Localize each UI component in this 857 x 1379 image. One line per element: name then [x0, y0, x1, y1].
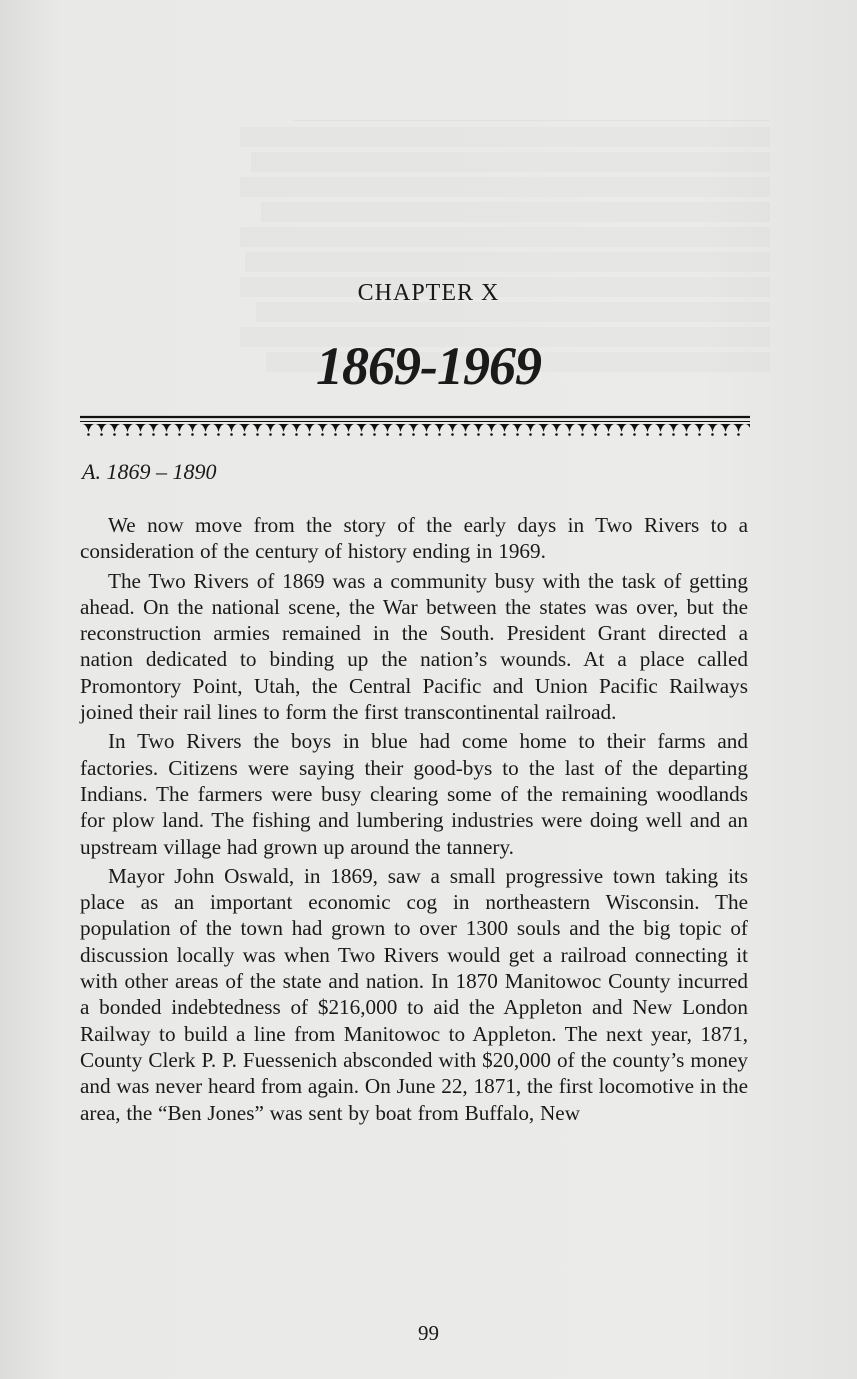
ornament-dot [724, 433, 727, 436]
ornament-dot [139, 433, 142, 436]
ornament-segment [407, 424, 420, 432]
ornament-segment [641, 424, 654, 432]
ornament-dot [334, 433, 337, 436]
section-heading: A. 1869 – 1890 [82, 459, 217, 484]
ornament-dot [386, 433, 389, 436]
ornament-dot [256, 433, 259, 436]
ornament-dot [438, 433, 441, 436]
ornament-segment [563, 424, 576, 432]
ornament-segment [277, 424, 290, 432]
ornament-segment [342, 424, 355, 432]
ornament-segment [238, 424, 251, 432]
ornament-dot [633, 433, 636, 436]
ornament-segment [459, 424, 472, 432]
ornament-dot [490, 433, 493, 436]
ornament-dot [399, 433, 402, 436]
ornament-dot [698, 433, 701, 436]
ornament-segment [485, 424, 498, 432]
ornament-segment [745, 424, 750, 432]
ornament-segment [368, 424, 381, 432]
paragraph: Mayor John Oswald, in 1869, saw a small progressive town taking its place as an important economic cog in northeastern Wisconsin. The population of the town had grown to over 1300 souls and the big topic of discussion locally was when Two Rivers would get a railroad connecting it with other areas of the state and nation. In 1870 Manitowoc County incurred a bonded indebtedness of $216,000 to aid the Appleton and New London Railway to build a line from Manitowoc to Appleton. The next year, 1871, County Clerk P. P. Fuessenich absconded with $20,000 of the county’s money and was never heard from again. On June 22, 1871, the first locomotive in the area, the “Ben Jones” was sent by boat from Buffalo, New [80, 863, 748, 1125]
ornament-segment [225, 424, 238, 432]
ornament-dot [87, 433, 90, 436]
body-text [80, 512, 748, 1129]
ornament-dot [646, 433, 649, 436]
ornament-dot [620, 433, 623, 436]
ornament-segment [264, 424, 277, 432]
ornament-segment [212, 424, 225, 432]
ornament-dot [269, 433, 272, 436]
ornament-segment [108, 424, 121, 432]
ornament-segment [732, 424, 745, 432]
ornament-segment [173, 424, 186, 432]
ornament-segment [511, 424, 524, 432]
ornament-segment [121, 424, 134, 432]
ornament-dot [659, 433, 662, 436]
ornament-dot [230, 433, 233, 436]
ornament-dot [178, 433, 181, 436]
ornament-dot [516, 433, 519, 436]
ornament-segment [95, 424, 108, 432]
ornament-dot [373, 433, 376, 436]
ornament-dot [529, 433, 532, 436]
chapter-label: CHAPTER X [357, 280, 500, 306]
ornament-dot [126, 433, 129, 436]
ornament-dot [308, 433, 311, 436]
ornament-dot [165, 433, 168, 436]
ornament-segment [576, 424, 589, 432]
ornament-segment [160, 424, 173, 432]
ornament-segment [147, 424, 160, 432]
chapter-title: 1869-1969 [316, 336, 541, 396]
ornament-dot [321, 433, 324, 436]
ornament-dot [568, 433, 571, 436]
ornament-segment [381, 424, 394, 432]
ornament-segment [446, 424, 459, 432]
ornament-segment [498, 424, 511, 432]
ornament-segment [290, 424, 303, 432]
ornament-segment [680, 424, 693, 432]
ornament-dot [217, 433, 220, 436]
ornament-segment [316, 424, 329, 432]
ornament-dot [685, 433, 688, 436]
ornament-dot [191, 433, 194, 436]
ornament-segment [303, 424, 316, 432]
ornament-segment [199, 424, 212, 432]
paragraph: The Two Rivers of 1869 was a community busy with the task of getting ahead. On the national scene, the War between the states was over, but the reconstruction armies remained in the South. President Grant directed a nation dedicated to binding up the nation’s wounds. At a place called Promontory Point, Utah, the Central Pacific and Union Pacific Railways joined their rail lines to form the first transcontinental railroad. [80, 568, 748, 725]
ornament-segment [433, 424, 446, 432]
ornament-segment [355, 424, 368, 432]
ornament-segment [628, 424, 641, 432]
paragraph: In Two Rivers the boys in blue had come home to their farms and factories. Citizens were saying their good-bys to the last of the departing Indians. The farmers were busy clearing some of the remaining woodlands for plow land. The fishing and lumbering industries were doing well and an upstream village had grown up around the tannery. [80, 729, 748, 859]
paragraph: We now move from the story of the early days in Two Rivers to a consideration of the century of history ending in 1969. [80, 513, 748, 564]
ornament-segment [719, 424, 732, 432]
ornament-dot [204, 433, 207, 436]
ornament-segment [706, 424, 719, 432]
ornament-segment [186, 424, 199, 432]
ornament-segment [82, 424, 95, 432]
ornament-segment [394, 424, 407, 432]
ornament-dot [542, 433, 545, 436]
ornament-segment [667, 424, 680, 432]
ornament-dot [360, 433, 363, 436]
ornament-segment [472, 424, 485, 432]
ornament-dot [347, 433, 350, 436]
ornament-segment [537, 424, 550, 432]
ornament-dot [477, 433, 480, 436]
ornament-segment [420, 424, 433, 432]
page-number: 99 [418, 1321, 439, 1345]
ornament-dot [243, 433, 246, 436]
ornament-dot [607, 433, 610, 436]
ornament-dot [594, 433, 597, 436]
ornament-dot [711, 433, 714, 436]
ornament-segment [251, 424, 264, 432]
ornament-segment [615, 424, 628, 432]
ornament-dot [113, 433, 116, 436]
ornament-segment [693, 424, 706, 432]
ornament-dot [555, 433, 558, 436]
ornament-dot [100, 433, 103, 436]
ornament-dot [295, 433, 298, 436]
ornament-segment [654, 424, 667, 432]
ornament-dot [451, 433, 454, 436]
ornament-dot [425, 433, 428, 436]
ornament-dot [581, 433, 584, 436]
ornament-segment [589, 424, 602, 432]
ornament-segment [329, 424, 342, 432]
ornament-dot [152, 433, 155, 436]
ornament-segment [550, 424, 563, 432]
ornament-dot [412, 433, 415, 436]
ornament-dot [464, 433, 467, 436]
ornament-segment [134, 424, 147, 432]
ornament-dot [672, 433, 675, 436]
ornament-dot [737, 433, 740, 436]
decorative-rule [80, 415, 750, 437]
ornament-segment [602, 424, 615, 432]
ornament-dot [503, 433, 506, 436]
ornament-dot [282, 433, 285, 436]
ornament-segment [524, 424, 537, 432]
